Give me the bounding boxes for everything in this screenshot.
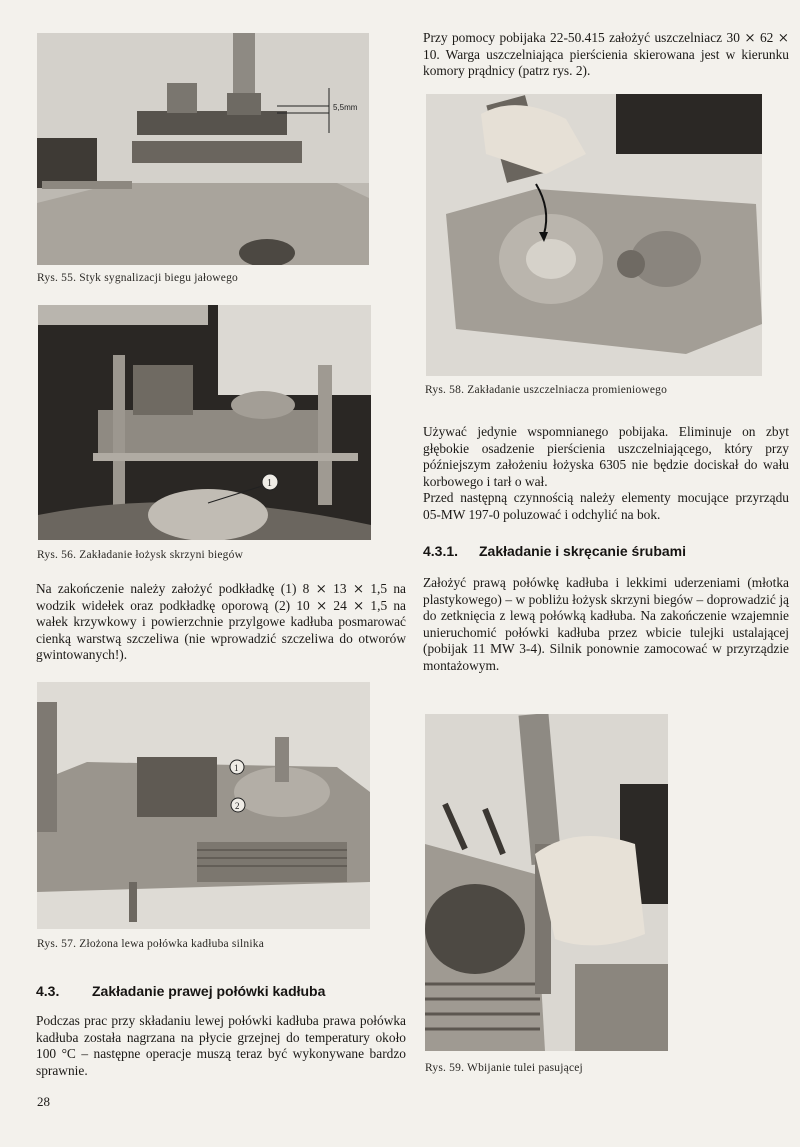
callout-2-fig57: 2 — [235, 801, 240, 811]
callout-1: 1 — [267, 478, 272, 489]
subsection-title: Zakładanie i skręcanie śrubami — [479, 543, 686, 559]
figure-57-photo — [37, 682, 370, 929]
dimension-label: 5,5mm — [333, 103, 358, 112]
page-number: 28 — [37, 1094, 50, 1109]
section-title: Zakładanie prawej połówki kadłuba — [92, 983, 326, 999]
figure-56-caption: Rys. 56. Zakładanie łożysk skrzyni biegów — [37, 549, 244, 561]
figure-59-caption: Rys. 59. Wbijanie tulei pasującej — [425, 1062, 583, 1074]
callout-1-fig57: 1 — [234, 763, 239, 773]
figure-55-photo — [37, 33, 369, 265]
figure-58-photo — [426, 94, 762, 376]
section-number: 4.3. — [36, 983, 60, 999]
paragraph-washers: Na zakończenie należy założyć podkładkę (1) 8 ⨯ 13 ⨯ 1,5 na wodzik widełek oraz podkładkę oporową (2) 10 ⨯ 24 ⨯ 1,5 na wałek krzywkowy i powierzchnie przylgowe kadłuba posmarować cienką warstwą szczeliwa (nie wprowadzić szczeliwa do otworów gwintowanych!). — [36, 581, 406, 663]
figure-56-photo — [38, 305, 371, 540]
subsection-heading — [423, 543, 686, 559]
figure-59-photo — [425, 714, 668, 1051]
figure-58-caption: Rys. 58. Zakładanie uszczelniacza promieniowego — [425, 384, 668, 396]
paragraph-before: Przed następną czynnością należy elementy mocujące przyrządu 05-MW 197-0 poluzować i odchylić na bok. — [423, 490, 789, 522]
subsection-number: 4.3.1. — [423, 543, 459, 559]
paragraph-intro: Przy pomocy pobijaka 22-50.415 założyć uszczelniacz 30 ⨯ 62 ⨯ 10. Warga uszczelniająca pierścienia skierowana jest w kierunku komory prądnicy (patrz rys. 2). — [423, 30, 789, 79]
figure-55-caption: Rys. 55. Styk sygnalizacji biegu jałowego — [37, 272, 238, 284]
figure-57-caption: Rys. 57. Złożona lewa połówka kadłuba silnika — [37, 938, 264, 950]
paragraph-subsection: Założyć prawą połówkę kadłuba i lekkimi uderzeniami (młotka plastykowego) – w pobliżu łożysk skrzyni biegów – doprowadzić ją do zetknięcia z lewą połówką kadłuba. Na zakończenie wzajemnie unieruchomić połówki kadłuba przez wbicie tulejki ustalającej (pobijak 11 MW 3-4). Silnik ponownie zamocować w przyrządzie montażowym. — [423, 575, 789, 673]
section-heading — [36, 983, 325, 999]
paragraph-use: Używać jedynie wspomnianego pobijaka. Eliminuje on zbyt głębokie osadzenie pierścienia uszczelniającego, który przy późniejszym założeniu łożyska 6305 nie będzie dociskał do wału korbowego i tarł o wał. — [423, 424, 789, 489]
paragraph-section: Podczas prac przy składaniu lewej połówki kadłuba prawa połówka kadłuba została nagrzana na płycie grzejnej do temperatury około 100 °C – następne operacje muszą teraz być wykonywane bardzo sprawnie. — [36, 1013, 406, 1078]
